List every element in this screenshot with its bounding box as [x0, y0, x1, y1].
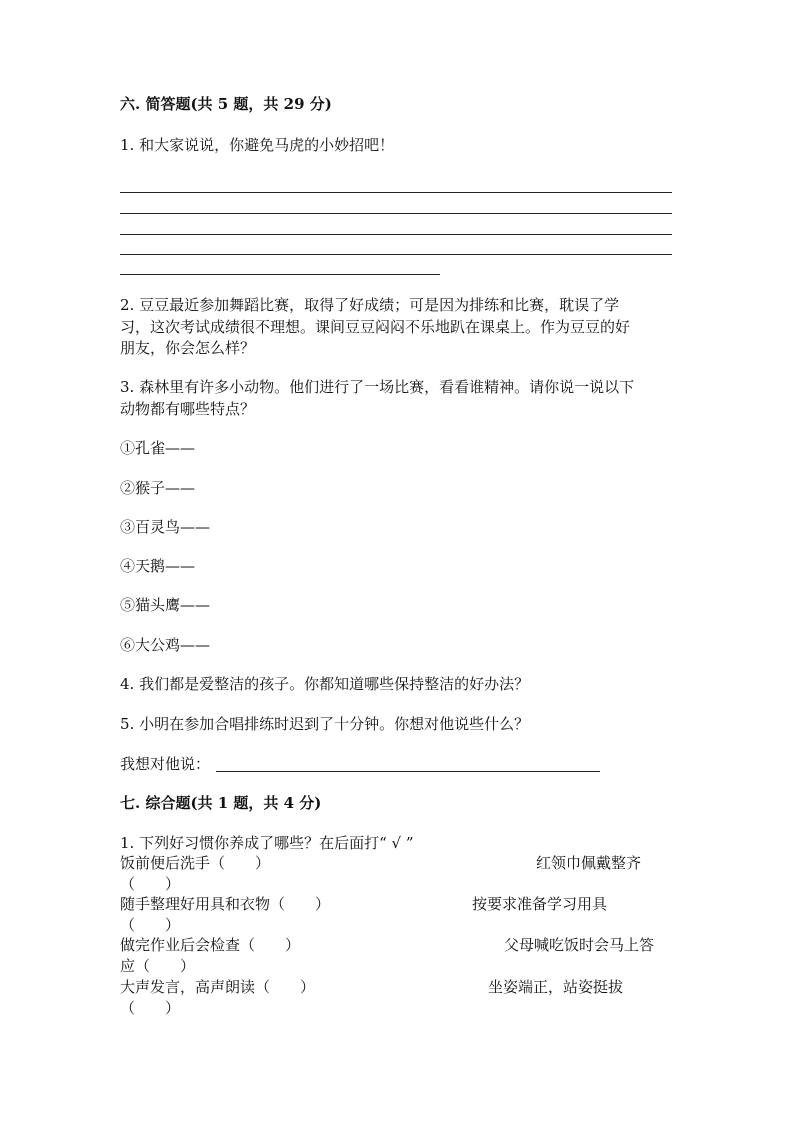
habit-wrap: （ ）: [120, 999, 181, 1017]
habit-left: 饭前便后洗手（ ）: [120, 854, 271, 872]
answer-line: [120, 254, 672, 255]
animal-item: ⑤猫头鹰——: [120, 596, 211, 614]
answer-line: [120, 274, 440, 275]
question-6-5: 5. 小明在参加合唱排练时迟到了十分钟。你想对他说些什么？: [120, 715, 530, 733]
section-6-title: 六. 简答题(共 5 题，共 29 分): [120, 95, 332, 113]
question-6-4: 4. 我们都是爱整洁的孩子。你都知道哪些保持整洁的好办法？: [120, 675, 530, 693]
habit-wrap: （ ）: [120, 875, 181, 893]
habit-right: 红领巾佩戴整齐: [536, 854, 642, 872]
habit-right: 坐姿端正，站姿挺拔: [488, 978, 624, 996]
habit-wrap: （ ）: [120, 916, 181, 934]
animal-item: ②猴子——: [120, 479, 196, 497]
habit-left: 随手整理好用具和衣物（ ）: [120, 895, 331, 913]
section-7-title: 七. 综合题(共 1 题，共 4 分): [120, 794, 322, 812]
answer-line: [120, 192, 672, 193]
question-6-3-line2: 动物都有哪些特点？: [120, 400, 256, 418]
question-6-2-line3: 朋友，你会怎么样？: [120, 339, 256, 357]
question-7-1: 1. 下列好习惯你养成了哪些？在后面打“ √ ”: [120, 834, 414, 852]
habit-wrap: 应（ ）: [120, 957, 196, 975]
animal-item: ③百灵鸟——: [120, 518, 211, 536]
habit-left: 做完作业后会检查（ ）: [120, 936, 301, 954]
answer-line: [120, 234, 672, 235]
habit-right: 按要求准备学习用具: [472, 895, 608, 913]
question-6-1: 1. 和大家说说，你避免马虎的小妙招吧！: [120, 136, 395, 154]
habit-left: 大声发言，高声朗读（ ）: [120, 978, 316, 996]
question-6-3-line1: 3. 森林里有许多小动物。他们进行了一场比赛，看看谁精神。请你说一说以下: [120, 378, 635, 396]
animal-item: ④天鹅——: [120, 557, 196, 575]
question-6-2-line1: 2. 豆豆最近参加舞蹈比赛，取得了好成绩；可是因为排练和比赛，耽误了学: [120, 296, 620, 314]
answer-line: [120, 213, 672, 214]
animal-item: ①孔雀——: [120, 439, 196, 457]
q5-prompt: 我想对他说：: [120, 755, 211, 773]
animal-item: ⑥大公鸡——: [120, 636, 211, 654]
habit-right: 父母喊吃饭时会马上答: [504, 936, 655, 954]
question-6-2-line2: 习，这次考试成绩很不理想。课间豆豆闷闷不乐地趴在课桌上。作为豆豆的好: [120, 318, 631, 336]
answer-line: [216, 771, 600, 772]
